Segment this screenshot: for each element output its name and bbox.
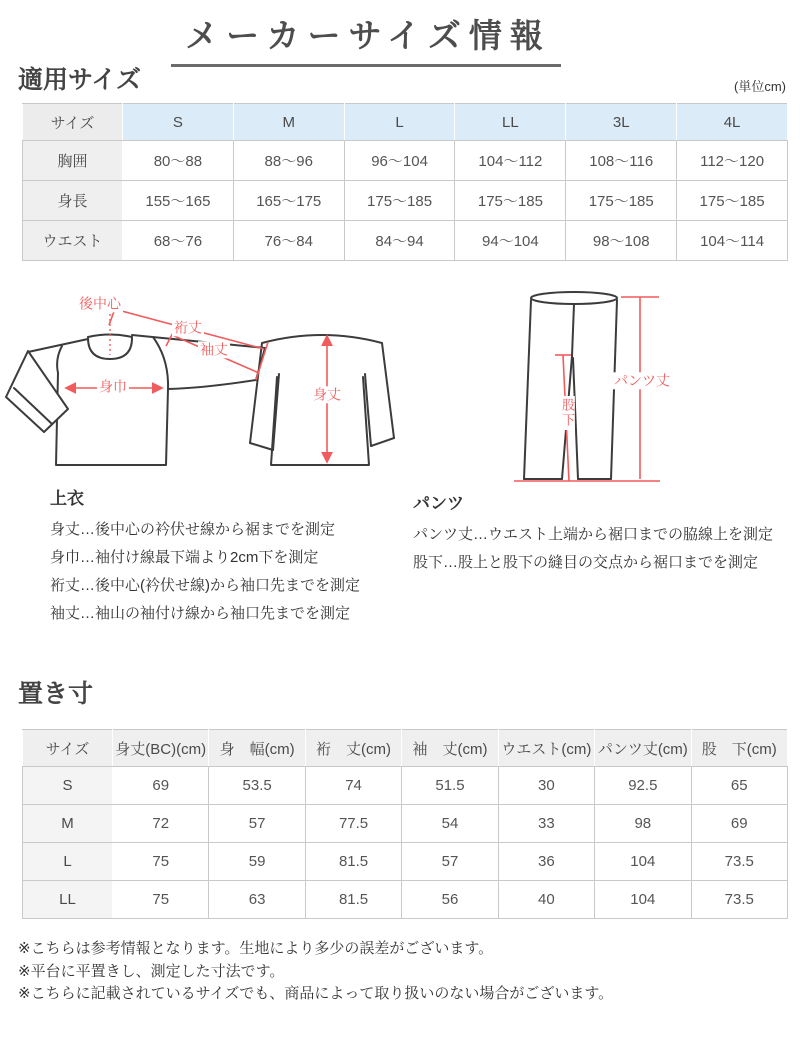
flat-table-cell: 54: [402, 805, 498, 843]
flat-table-cell: 69: [113, 767, 209, 805]
flat-table-row-label: LL: [23, 881, 113, 919]
flat-table-row: [23, 805, 788, 843]
size-table-cell: 104〜114: [677, 221, 788, 261]
flat-table-header-cell: 裄 丈(cm): [305, 730, 401, 767]
flat-table-cell: 65: [691, 767, 787, 805]
flat-table-header-row: [23, 730, 788, 767]
size-table-row-label: ウエスト: [23, 221, 123, 261]
flat-table-cell: 73.5: [691, 843, 787, 881]
flat-table-cell: 51.5: [402, 767, 498, 805]
flat-table-row-label: M: [23, 805, 113, 843]
flat-table-row-label: L: [23, 843, 113, 881]
note-line: 裄丈…後中心(衿伏せ線)から袖口先までを測定: [50, 577, 360, 594]
size-table-header-cell: サイズ: [23, 104, 123, 141]
flat-table: [22, 729, 788, 919]
size-table-header-cell: S: [123, 104, 234, 141]
flat-table-cell: 81.5: [305, 843, 401, 881]
inseam-label: 股下: [560, 398, 576, 428]
size-table-cell: 175〜185: [677, 181, 788, 221]
flat-table-cell: 59: [209, 843, 305, 881]
flat-table-cell: 75: [113, 843, 209, 881]
size-table-cell: 84〜94: [344, 221, 455, 261]
size-table-cell: 76〜84: [233, 221, 344, 261]
size-table-row: [23, 221, 788, 261]
size-table-header-cell: M: [233, 104, 344, 141]
flat-table-row: [23, 767, 788, 805]
note-line: 身丈…後中心の衿伏せ線から裾までを測定: [50, 521, 336, 538]
note-line: 股下…股上と股下の縫目の交点から裾口までを測定: [413, 554, 759, 571]
flat-table-header-cell: 股 下(cm): [691, 730, 787, 767]
flat-table-row-label: S: [23, 767, 113, 805]
flat-table-cell: 104: [595, 843, 691, 881]
size-table-cell: 94〜104: [455, 221, 566, 261]
page-title: メーカーサイズ情報: [171, 10, 561, 67]
flat-table-cell: 98: [595, 805, 691, 843]
back-center-label: 後中心: [79, 295, 121, 312]
size-table: [22, 103, 788, 261]
size-table-header-cell: LL: [455, 104, 566, 141]
top-garment-notes: [50, 484, 360, 628]
size-table-header-cell: 3L: [566, 104, 677, 141]
size-table-header-row: [23, 104, 788, 141]
flat-table-cell: 33: [498, 805, 594, 843]
size-table-cell: 175〜185: [455, 181, 566, 221]
pants-notes: [413, 489, 773, 577]
size-table-row-label: 胸囲: [23, 141, 123, 181]
size-table-cell: 68〜76: [123, 221, 234, 261]
flat-table-cell: 57: [209, 805, 305, 843]
size-table-cell: 112〜120: [677, 141, 788, 181]
flat-table-header-cell: ウエスト(cm): [498, 730, 594, 767]
flat-table-cell: 30: [498, 767, 594, 805]
flat-table-cell: 36: [498, 843, 594, 881]
size-table-row: [23, 141, 788, 181]
flat-table-header-cell: 身 幅(cm): [209, 730, 305, 767]
flat-table-header-cell: サイズ: [23, 730, 113, 767]
size-table-row-label: 身長: [23, 181, 123, 221]
size-table-cell: 108〜116: [566, 141, 677, 181]
flat-size-heading: 置き寸: [18, 680, 94, 708]
footnote-line: ※こちらは参考情報となります。生地により多少の誤差がございます。: [18, 940, 494, 957]
size-table-cell: 175〜185: [344, 181, 455, 221]
note-line: 身巾…袖付け線最下端より2cm下を測定: [50, 549, 319, 566]
flat-table-cell: 53.5: [209, 767, 305, 805]
flat-table-cell: 74: [305, 767, 401, 805]
footnote-line: ※平台に平置きし、測定した寸法です。: [18, 962, 285, 980]
footnote-line: ※こちらに記載されているサイズでも、商品によって取り扱いのない場合がございます。: [18, 985, 614, 1002]
flat-table-cell: 104: [595, 881, 691, 919]
pants-outline: [524, 292, 617, 479]
flat-table-cell: 40: [498, 881, 594, 919]
flat-table-header-cell: 身丈(BC)(cm): [113, 730, 209, 767]
top-garment-heading: 上衣: [50, 489, 84, 508]
flat-table-header-cell: 袖 丈(cm): [402, 730, 498, 767]
size-table-cell: 98〜108: [566, 221, 677, 261]
applicable-size-heading: 適用サイズ: [18, 66, 142, 94]
flat-table-cell: 69: [691, 805, 787, 843]
measurement-diagram: [0, 285, 800, 490]
flat-table-cell: 57: [402, 843, 498, 881]
flat-table-cell: 75: [113, 881, 209, 919]
pants-length-label: パンツ丈: [614, 372, 670, 389]
flat-table-cell: 73.5: [691, 881, 787, 919]
note-line: パンツ丈…ウエスト上端から裾口までの脇線上を測定: [413, 526, 774, 543]
size-table-header-cell: 4L: [677, 104, 788, 141]
flat-table-cell: 72: [113, 805, 209, 843]
flat-table-cell: 92.5: [595, 767, 691, 805]
size-table-row: [23, 181, 788, 221]
body-length-label: 身丈: [313, 386, 341, 403]
flat-table-header-cell: パンツ丈(cm): [595, 730, 691, 767]
yuki-length-label: 裄丈: [174, 319, 202, 336]
size-table-cell: 165〜175: [233, 181, 344, 221]
flat-table-row: [23, 881, 788, 919]
size-table-header-cell: L: [344, 104, 455, 141]
title-wrap: [0, 10, 732, 67]
size-table-cell: 175〜185: [566, 181, 677, 221]
body-width-label: 身巾: [99, 378, 127, 395]
unit-note: (単位cm): [734, 79, 786, 94]
footnotes: [18, 938, 613, 1006]
pants-heading: パンツ: [413, 494, 464, 513]
flat-table-cell: 77.5: [305, 805, 401, 843]
flat-table-cell: 81.5: [305, 881, 401, 919]
note-line: 袖丈…袖山の袖付け線から袖口先までを測定: [50, 605, 351, 622]
size-table-cell: 104〜112: [455, 141, 566, 181]
size-table-cell: 155〜165: [123, 181, 234, 221]
flat-table-row: [23, 843, 788, 881]
size-table-cell: 80〜88: [123, 141, 234, 181]
sleeve-length-label: 袖丈: [200, 341, 228, 358]
size-table-cell: 88〜96: [233, 141, 344, 181]
size-table-cell: 96〜104: [344, 141, 455, 181]
flat-table-cell: 56: [402, 881, 498, 919]
flat-table-cell: 63: [209, 881, 305, 919]
